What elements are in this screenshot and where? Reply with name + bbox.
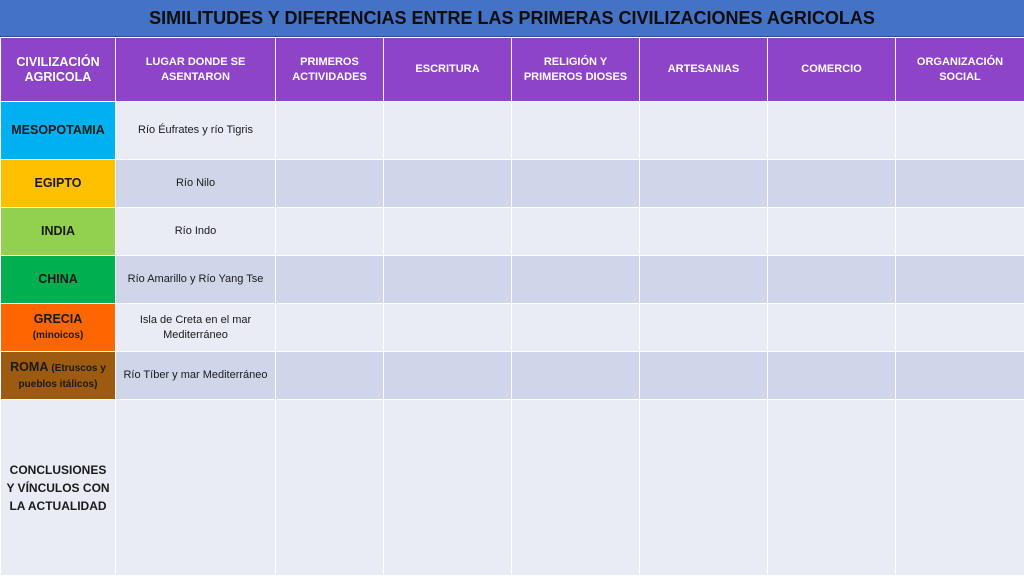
writing-cell[interactable] [384, 304, 512, 352]
religion-cell[interactable] [512, 102, 640, 160]
crafts-cell[interactable] [640, 256, 768, 304]
place-cell: Río Tíber y mar Mediterráneo [116, 352, 276, 400]
religion-cell[interactable] [512, 304, 640, 352]
crafts-cell[interactable] [640, 102, 768, 160]
commerce-cell[interactable] [768, 304, 896, 352]
social-organization-cell[interactable] [896, 160, 1024, 208]
writing-cell[interactable] [384, 352, 512, 400]
header-writing: ESCRITURA [384, 38, 512, 102]
commerce-cell[interactable] [768, 208, 896, 256]
civilization-name: INDIA [40, 224, 76, 238]
activities-cell[interactable] [276, 352, 384, 400]
conclusions-cell[interactable] [276, 400, 384, 576]
religion-cell[interactable] [512, 352, 640, 400]
conclusions-cell[interactable] [768, 400, 896, 576]
civilization-name: CHINA [38, 272, 78, 286]
header-religion: RELIGIÓN Y PRIMEROS DIOSES [512, 38, 640, 102]
header-place: LUGAR DONDE SE ASENTARON [116, 38, 276, 102]
table-row [1, 256, 1024, 304]
writing-cell[interactable] [384, 160, 512, 208]
civilization-cell [1, 208, 116, 256]
place-cell: Río Nilo [116, 160, 276, 208]
comparison-table [0, 37, 1024, 576]
civilization-name: GRECIA [33, 312, 83, 326]
conclusions-label: CONCLUSIONES Y VÍNCULOS CON LA ACTUALIDAD [1, 400, 116, 576]
social-organization-cell[interactable] [896, 304, 1024, 352]
writing-cell[interactable] [384, 208, 512, 256]
table-row [1, 160, 1024, 208]
conclusions-cell[interactable] [640, 400, 768, 576]
civilization-cell [1, 352, 116, 400]
activities-cell[interactable] [276, 304, 384, 352]
place-cell: Río Éufrates y río Tigris [116, 102, 276, 160]
commerce-cell[interactable] [768, 102, 896, 160]
conclusions-row [1, 400, 1024, 576]
commerce-cell[interactable] [768, 256, 896, 304]
social-organization-cell[interactable] [896, 102, 1024, 160]
table-row [1, 304, 1024, 352]
civilization-name: MESOPOTAMIA [11, 123, 105, 137]
social-organization-cell[interactable] [896, 256, 1024, 304]
social-organization-cell[interactable] [896, 352, 1024, 400]
commerce-cell[interactable] [768, 160, 896, 208]
activities-cell[interactable] [276, 256, 384, 304]
crafts-cell[interactable] [640, 160, 768, 208]
civilization-cell [1, 102, 116, 160]
crafts-cell[interactable] [640, 352, 768, 400]
header-social-organization: ORGANIZACIÓN SOCIAL [896, 38, 1024, 102]
conclusions-cell[interactable] [896, 400, 1024, 576]
table-row [1, 352, 1024, 400]
crafts-cell[interactable] [640, 208, 768, 256]
religion-cell[interactable] [512, 160, 640, 208]
header-row [1, 38, 1024, 102]
commerce-cell[interactable] [768, 352, 896, 400]
activities-cell[interactable] [276, 160, 384, 208]
place-cell: Isla de Creta en el mar Mediterráneo [116, 304, 276, 352]
religion-cell[interactable] [512, 208, 640, 256]
civilization-name: ROMA [10, 359, 48, 374]
conclusions-cell[interactable] [512, 400, 640, 576]
place-cell: Río Indo [116, 208, 276, 256]
social-organization-cell[interactable] [896, 208, 1024, 256]
activities-cell[interactable] [276, 102, 384, 160]
activities-cell[interactable] [276, 208, 384, 256]
header-civilization: CIVILIZACIÓN AGRICOLA [1, 38, 116, 102]
place-cell: Río Amarillo y Río Yang Tse [116, 256, 276, 304]
header-commerce: COMERCIO [768, 38, 896, 102]
civilization-cell [1, 256, 116, 304]
header-activities: PRIMEROS ACTIVIDADES [276, 38, 384, 102]
writing-cell[interactable] [384, 256, 512, 304]
table-row [1, 102, 1024, 160]
header-crafts: ARTESANIAS [640, 38, 768, 102]
civilization-subtitle: (Etruscos y pueblos itálicos) [18, 362, 106, 390]
civilization-cell [1, 160, 116, 208]
civilization-name: EGIPTO [34, 176, 82, 190]
writing-cell[interactable] [384, 102, 512, 160]
conclusions-cell[interactable] [384, 400, 512, 576]
religion-cell[interactable] [512, 256, 640, 304]
conclusions-cell[interactable] [116, 400, 276, 576]
table-row [1, 208, 1024, 256]
slide-title: SIMILITUDES Y DIFERENCIAS ENTRE LAS PRIMERAS CIVILIZACIONES AGRICOLAS [0, 0, 1024, 37]
crafts-cell[interactable] [640, 304, 768, 352]
civilization-subtitle: (minoicos) [32, 330, 84, 341]
civilization-cell [1, 304, 116, 352]
